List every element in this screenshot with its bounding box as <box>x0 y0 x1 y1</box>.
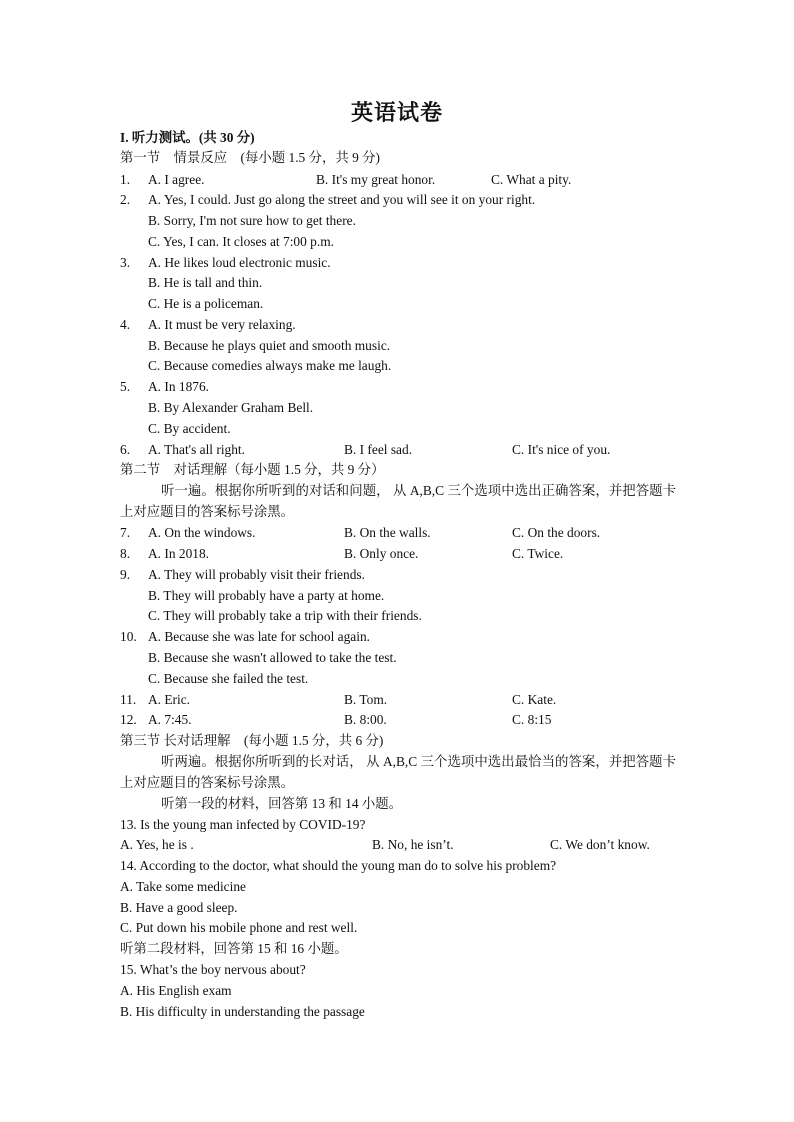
option-b: B. He is tall and thin. <box>148 275 263 290</box>
question-text: 15. What’s the boy nervous about? <box>120 962 306 977</box>
question-number: 2. <box>120 192 131 207</box>
question-number: 9. <box>120 567 131 582</box>
question-number: 4. <box>120 317 131 332</box>
option-a: A. In 2018. <box>148 546 209 561</box>
option-b: B. Because she wasn't allowed to take the test. <box>148 650 397 665</box>
option-b: B. It's my great honor. <box>316 172 436 187</box>
option-b: B. No, he isn’t. <box>372 837 454 852</box>
option-a: A. Yes, he is . <box>120 837 194 852</box>
question-number: 8. <box>120 546 131 561</box>
option-a: A. Yes, I could. Just go along the street and you will see it on your right. <box>148 192 536 207</box>
question-number: 1. <box>120 172 131 187</box>
option-b: B. 8:00. <box>344 712 387 727</box>
page-title: 英语试卷 <box>350 100 443 125</box>
option-b: B. Have a good sleep. <box>120 900 238 915</box>
option-c: C. What a pity. <box>491 172 572 187</box>
option-b: B. Because he plays quiet and smooth music. <box>148 338 391 353</box>
option-a: A. That's all right. <box>148 442 246 457</box>
question-number: 6. <box>120 442 131 457</box>
option-b: B. By Alexander Graham Bell. <box>148 400 314 415</box>
option-a: A. They will probably visit their friends. <box>148 567 365 582</box>
question-number: 10. <box>120 629 137 644</box>
option-c: C. He is a policeman. <box>148 296 264 311</box>
option-b: B. Tom. <box>344 692 388 707</box>
option-c: C. It's nice of you. <box>512 442 611 457</box>
option-c: C. Because comedies always make me laugh. <box>148 358 392 373</box>
option-c: C. By accident. <box>148 421 231 436</box>
section-heading: 第一节 情景反应 (每小题 1.5 分，共 9 分) <box>120 150 380 165</box>
option-b: B. They will probably have a party at home. <box>148 588 385 603</box>
question-row <box>120 690 680 710</box>
option-a: A. On the windows. <box>148 525 256 540</box>
passage-note: 听第二段材料，回答第 15 和 16 小题。 <box>120 941 348 956</box>
question-number: 12. <box>120 712 137 727</box>
option-a: A. His English exam <box>120 983 232 998</box>
option-c: C. Put down his mobile phone and rest well. <box>120 920 358 935</box>
option-c: C. Kate. <box>512 692 557 707</box>
option-c: C. Twice. <box>512 546 564 561</box>
question-text: 14. According to the doctor, what should the young man do to solve his problem? <box>120 858 557 873</box>
question-row <box>120 440 680 460</box>
option-a: A. 7:45. <box>148 712 192 727</box>
option-b: B. I feel sad. <box>344 442 413 457</box>
question-row <box>120 523 680 543</box>
question-number: 11. <box>120 692 137 707</box>
question-row <box>120 170 680 190</box>
option-b: B. His difficulty in understanding the passage <box>120 1004 365 1019</box>
option-c: C. We don’t know. <box>550 837 650 852</box>
option-c: C. On the doors. <box>512 525 601 540</box>
option-a: A. He likes loud electronic music. <box>148 255 331 270</box>
section-instruction: 听两遍。根据你所听到的长对话， 从 A,B,C 三个选项中选出最恰当的答案，并把答题卡上对应题目的答案标号涂黑。 <box>120 754 676 790</box>
option-a: A. In 1876. <box>148 379 209 394</box>
option-a: A. Eric. <box>148 692 191 707</box>
section-heading: 第三节 长对话理解 (每小题 1.5 分，共 6 分) <box>120 733 384 748</box>
question-number: 3. <box>120 255 131 270</box>
section-heading: 第二节 对话理解（每小题 1.5 分，共 9 分） <box>120 462 385 477</box>
option-a: A. I agree. <box>148 172 205 187</box>
passage-note: 听第一段的材料，回答第 13 和 14 小题。 <box>161 796 403 811</box>
option-a: A. Because she was late for school again. <box>148 629 370 644</box>
option-c: C. 8:15 <box>512 712 552 727</box>
option-a: A. It must be very relaxing. <box>148 317 296 332</box>
question-number: 5. <box>120 379 131 394</box>
option-c: C. They will probably take a trip with their friends. <box>148 608 422 623</box>
option-a: A. Take some medicine <box>120 879 246 894</box>
question-row <box>120 835 680 855</box>
question-number: 7. <box>120 525 131 540</box>
question-text: 13. Is the young man infected by COVID-19? <box>120 817 366 832</box>
question-row <box>120 544 680 564</box>
option-b: B. Sorry, I'm not sure how to get there. <box>148 213 356 228</box>
question-row <box>120 710 680 730</box>
option-b: B. On the walls. <box>344 525 431 540</box>
option-b: B. Only once. <box>344 546 419 561</box>
part-heading: I. 听力测试。(共 30 分) <box>120 130 255 145</box>
option-c: C. Yes, I can. It closes at 7:00 p.m. <box>148 234 334 249</box>
section-instruction: 听一遍。根据你所听到的对话和问题， 从 A,B,C 三个选项中选出正确答案，并把答题卡上对应题目的答案标号涂黑。 <box>120 483 676 519</box>
option-c: C. Because she failed the test. <box>148 671 309 686</box>
